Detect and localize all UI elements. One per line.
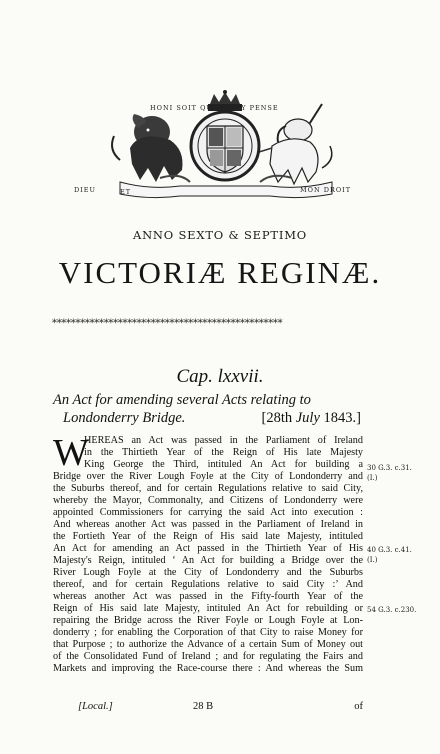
motto-left: DIEU [74,186,97,194]
body-line: of the Consolidated Fund of Ireland ; and for regulating the Fairs and [53,651,363,662]
catchword: of [354,701,363,712]
motto-right: MON DROIT [300,186,352,194]
body-line: appointed Commissioners for carrying the said Act into execution : [53,507,363,518]
margin-note-statute: (I.) [367,474,378,482]
body-line: An Act for amending an Act passed in the Thirtieth Year of His [53,543,363,554]
body-line: Majesty's Reign, intituled ‘ An Act for building a Bridge over the [53,555,363,566]
margin-note-statute: 54 G.3. c.230. [367,606,417,614]
body-line: donderry ; for enabling the Corporation of that City to raise Money for [53,627,363,638]
body-line: Markets and improving the Race-course there : And whereas the Sum [53,663,363,674]
local-marker: [Local.] [78,701,113,712]
motto-mid: ET [120,188,132,196]
act-title-text: An Act for amending several Acts relating to [53,392,311,408]
act-title-bridge: Londonderry Bridge. [63,410,186,426]
garter-motto: HONI SOIT QUI MAL Y PENSE [150,104,279,112]
printer-signature: 28 B [193,701,214,712]
chapter-number: Cap. lxxvii. [176,366,264,387]
body-line: HEREAS an Act was passed in the Parliament of Ireland [84,435,363,446]
body-line: thereof, and for certain Regulations relative to said City :’ And [53,579,363,590]
body-line: And whereas another Act was passed in the Parliament of Ireland in [53,519,363,530]
body-line: in the Thirtieth Year of the Reign of His late Majesty [84,447,363,458]
body-line: Bridge over the River Lough Foyle at the City of Londonderry and [53,471,363,482]
lion-supporter-icon [112,114,183,182]
body-line: repairing the Bridge across the River Foyle or Lough Foyle at Lon- [53,615,363,626]
reign-heading: VICTORIÆ REGINÆ. [58,255,382,290]
garter-shield-icon [191,112,259,180]
body-line: the Fortieth Year of the Reign of His said late Majesty, intituled [53,531,363,542]
body-line: whereas another Act was passed in the Fifty-fourth Year of the [53,591,363,602]
body-line: Reign of His said late Majesty, intituled An Act for rebuilding or [53,603,363,614]
session-heading: ANNO SEXTO & SEPTIMO [132,228,308,242]
body-line: King George the Third, intituled An Act for building a [84,459,363,470]
margin-note-statute: 40 G.3. c.41. [367,546,412,554]
margin-note-statute: 30 G.3. c.31. [367,464,412,472]
body-line: that Purpose ; to authorize the Advance of a certain Sum of Money out [53,639,363,650]
drop-cap: W [53,432,89,474]
act-date: [28th July 1843.] [261,410,361,426]
asterisk-separator: ************************************************* [52,318,283,329]
body-line: River Lough Foyle at the City of Londonderry and the Suburbs [53,567,363,578]
body-line: whereby the Mayor, Commonalty, and Citizens of Londonderry were [53,495,363,506]
body-line: the Suburbs thereof, and for certain Regulations relative to said City, [53,483,363,494]
margin-note-statute: (I.) [367,556,378,564]
